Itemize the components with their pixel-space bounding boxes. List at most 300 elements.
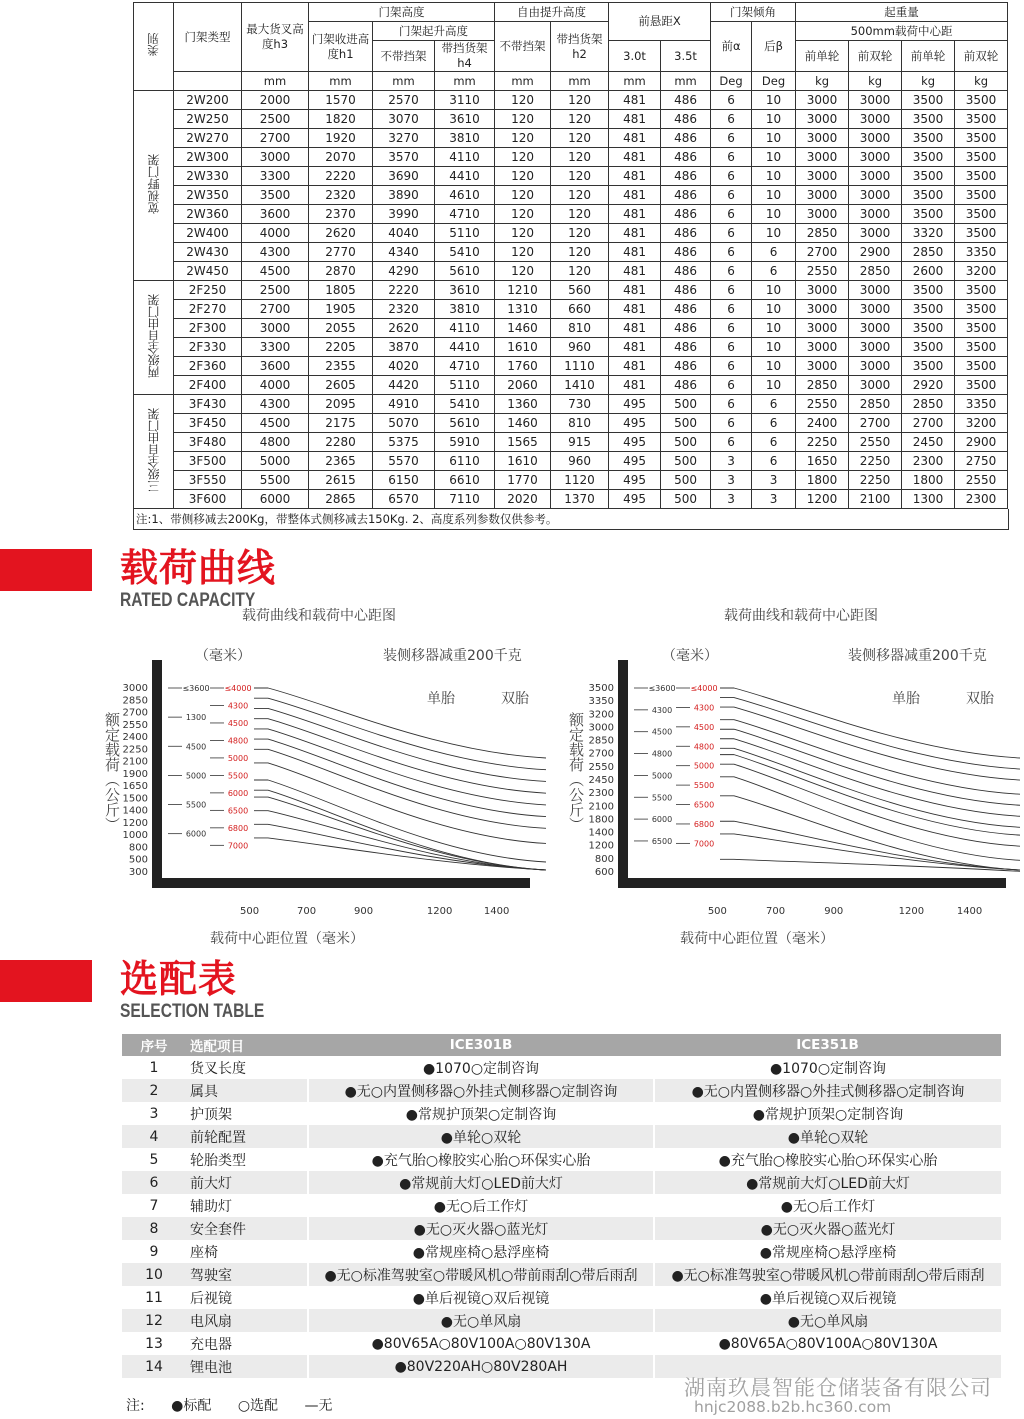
spec-cell: 3000 bbox=[796, 281, 849, 300]
header-overhang-35: 3.5t bbox=[661, 41, 711, 72]
spec-cell: 120 bbox=[495, 167, 551, 186]
spec-cell: 7110 bbox=[435, 490, 495, 509]
spec-cell: 3990 bbox=[373, 205, 435, 224]
y-tick-label: 2550 bbox=[122, 719, 148, 731]
unit-cell: Deg bbox=[752, 72, 796, 91]
category-label: 两级全自由门架 bbox=[146, 294, 161, 378]
x-tick-label: 500 bbox=[240, 906, 260, 917]
mast-spec-table bbox=[133, 2, 1008, 509]
header-cap-single-35: 前单轮 bbox=[902, 41, 955, 72]
spec-cell: 3000 bbox=[849, 129, 902, 148]
height-label-black: 4800 bbox=[651, 749, 673, 759]
spec-cell: 495 bbox=[609, 414, 661, 433]
height-label-black: 4500 bbox=[651, 727, 673, 737]
spec-cell: 3000 bbox=[796, 148, 849, 167]
spec-row bbox=[134, 281, 1008, 300]
sel-item: 安全套件 bbox=[186, 1217, 308, 1240]
spec-cell: 3000 bbox=[849, 319, 902, 338]
spec-cell: 481 bbox=[609, 186, 661, 205]
spec-cell: 500 bbox=[661, 414, 711, 433]
sel-item: 电风扇 bbox=[186, 1309, 308, 1332]
spec-cell: 3500 bbox=[955, 110, 1008, 129]
selection-row bbox=[122, 1309, 1001, 1332]
sel-number: 3 bbox=[149, 1105, 159, 1122]
chart-xlabel: 载荷中心距位置（毫米） bbox=[680, 931, 834, 947]
spec-cell: 120 bbox=[495, 129, 551, 148]
spec-cell: 3500 bbox=[955, 167, 1008, 186]
spec-cell: 4300 bbox=[242, 395, 309, 414]
header-no-backrest: 不带挡架 bbox=[373, 41, 435, 72]
spec-cell: 3000 bbox=[849, 338, 902, 357]
load-curve bbox=[254, 824, 546, 870]
spec-cell: 4110 bbox=[435, 319, 495, 338]
sel-model-a-options: ●充气胎○橡胶实心胎○环保实心胎 bbox=[308, 1148, 654, 1171]
unit-cell: mm bbox=[435, 72, 495, 91]
header-capacity: 起重量 bbox=[796, 3, 1008, 22]
spec-cell: 3610 bbox=[435, 110, 495, 129]
height-label-red: 6800 bbox=[227, 823, 249, 833]
spec-cell: 2550 bbox=[849, 433, 902, 452]
spec-cell: 3500 bbox=[902, 338, 955, 357]
spec-cell: 6 bbox=[752, 433, 796, 452]
spec-cell: 500 bbox=[661, 452, 711, 471]
height-label-black: 6500 bbox=[651, 836, 673, 846]
capacity-subtitle: RATED CAPACITY bbox=[120, 590, 256, 611]
spec-cell: 3350 bbox=[955, 243, 1008, 262]
spec-cell: 1800 bbox=[796, 471, 849, 490]
spec-cell: 6 bbox=[711, 338, 752, 357]
spec-cell: 2500 bbox=[242, 281, 309, 300]
spec-cell: 3000 bbox=[849, 186, 902, 205]
spec-cell: 10 bbox=[752, 167, 796, 186]
spec-cell: 10 bbox=[752, 357, 796, 376]
spec-cell: 3610 bbox=[435, 281, 495, 300]
height-label-red: 4500 bbox=[227, 718, 249, 728]
spec-cell: 2400 bbox=[796, 414, 849, 433]
x-tick-label: 700 bbox=[766, 906, 786, 917]
spec-cell: 2355 bbox=[309, 357, 373, 376]
spec-cell: 500 bbox=[661, 433, 711, 452]
spec-cell: 3300 bbox=[242, 167, 309, 186]
spec-row bbox=[134, 300, 1008, 319]
header-tilt: 门架倾角 bbox=[711, 3, 796, 22]
height-label-black: 5000 bbox=[651, 771, 673, 781]
sel-item: 前大灯 bbox=[186, 1171, 308, 1194]
mast-type-cell: 2W400 bbox=[174, 224, 242, 243]
spec-cell: 810 bbox=[551, 319, 609, 338]
spec-cell: 481 bbox=[609, 281, 661, 300]
spec-row bbox=[134, 167, 1008, 186]
spec-cell: 3500 bbox=[902, 148, 955, 167]
spec-cell: 2175 bbox=[309, 414, 373, 433]
spec-cell: 3890 bbox=[373, 186, 435, 205]
load-curve bbox=[254, 708, 546, 781]
height-label-red: 6500 bbox=[227, 806, 249, 816]
sel-model-b-options: ●无○单风扇 bbox=[654, 1309, 1001, 1332]
selection-row bbox=[122, 1263, 1001, 1286]
spec-cell: 3000 bbox=[796, 300, 849, 319]
mast-type-cell: 2F300 bbox=[174, 319, 242, 338]
y-tick-label: 1900 bbox=[122, 768, 148, 780]
spec-cell: 481 bbox=[609, 148, 661, 167]
spec-cell: 120 bbox=[551, 167, 609, 186]
spec-cell: 3320 bbox=[902, 224, 955, 243]
spec-cell: 3500 bbox=[902, 110, 955, 129]
spec-cell: 3000 bbox=[796, 186, 849, 205]
spec-cell: 3 bbox=[711, 452, 752, 471]
spec-cell: 3000 bbox=[849, 376, 902, 395]
sel-item: 护顶架 bbox=[190, 1106, 232, 1123]
spec-cell: 4110 bbox=[435, 148, 495, 167]
spec-cell: 730 bbox=[551, 395, 609, 414]
spec-cell: 4000 bbox=[242, 376, 309, 395]
height-label-red: ≤4000 bbox=[690, 684, 718, 693]
legend-prefix: 注: bbox=[126, 1398, 145, 1414]
spec-cell: 2865 bbox=[309, 490, 373, 509]
sel-model-a-options: ●无○后工作灯 bbox=[308, 1194, 654, 1217]
header-cap-double-30: 前双轮 bbox=[849, 41, 902, 72]
spec-cell: 5410 bbox=[435, 395, 495, 414]
category-label: 三级全自由门架 bbox=[146, 408, 161, 492]
y-tick-label: 2100 bbox=[122, 756, 148, 768]
spec-cell: 495 bbox=[609, 452, 661, 471]
spec-cell: 4000 bbox=[242, 224, 309, 243]
spec-cell: 3500 bbox=[902, 205, 955, 224]
spec-cell: 1770 bbox=[495, 471, 551, 490]
spec-cell: 5410 bbox=[435, 243, 495, 262]
watermark-company: 湖南玖晨智能仓储装备有限公司 bbox=[684, 1376, 992, 1400]
spec-cell: 3500 bbox=[955, 129, 1008, 148]
selection-row bbox=[122, 1125, 1001, 1148]
spec-cell: 10 bbox=[752, 91, 796, 110]
spec-cell: 10 bbox=[752, 186, 796, 205]
y-tick-label: 600 bbox=[594, 867, 614, 878]
selection-table bbox=[122, 1034, 1001, 1378]
load-curve bbox=[720, 755, 1020, 836]
x-tick-label: 1400 bbox=[483, 906, 510, 917]
mast-type-cell: 2W450 bbox=[174, 262, 242, 281]
spec-cell: 4290 bbox=[373, 262, 435, 281]
spec-cell: 1650 bbox=[796, 452, 849, 471]
spec-cell: 3000 bbox=[796, 205, 849, 224]
mast-type-cell: 3F600 bbox=[174, 490, 242, 509]
load-curve bbox=[720, 796, 1020, 870]
load-chart-right bbox=[566, 600, 1024, 950]
spec-cell: 6 bbox=[711, 414, 752, 433]
spec-cell: 3300 bbox=[242, 338, 309, 357]
spec-cell: 486 bbox=[661, 357, 711, 376]
spec-cell: 2850 bbox=[849, 395, 902, 414]
spec-cell: 486 bbox=[661, 243, 711, 262]
unit-cell: mm bbox=[373, 72, 435, 91]
spec-cell: 2220 bbox=[309, 167, 373, 186]
spec-cell: 3500 bbox=[955, 338, 1008, 357]
sel-number: 14 bbox=[122, 1355, 186, 1378]
sel-number: 6 bbox=[122, 1171, 186, 1194]
spec-cell: 3000 bbox=[849, 357, 902, 376]
y-tick-label: 1500 bbox=[122, 793, 148, 805]
spec-cell: 3000 bbox=[849, 167, 902, 186]
y-tick-label: 2400 bbox=[122, 732, 148, 744]
mast-type-cell: 3F450 bbox=[174, 414, 242, 433]
spec-cell: 2280 bbox=[309, 433, 373, 452]
spec-cell: 6 bbox=[711, 205, 752, 224]
selection-row bbox=[122, 1240, 1001, 1263]
spec-cell: 1760 bbox=[495, 357, 551, 376]
spec-cell: 1905 bbox=[309, 300, 373, 319]
spec-cell: 960 bbox=[551, 338, 609, 357]
sel-model-b-options: ●1070○定制咨询 bbox=[654, 1056, 1001, 1079]
spec-cell: 3000 bbox=[849, 224, 902, 243]
unit-cell: mm bbox=[609, 72, 661, 91]
spec-row bbox=[134, 186, 1008, 205]
y-tick-label: 3500 bbox=[588, 683, 614, 694]
sel-model-a-options: ●常规前大灯○LED前大灯 bbox=[308, 1171, 654, 1194]
spec-cell: 2700 bbox=[902, 414, 955, 433]
sel-model-a-options: ●常规座椅○悬浮座椅 bbox=[308, 1240, 654, 1263]
spec-cell: 3500 bbox=[955, 224, 1008, 243]
spec-cell: 5610 bbox=[435, 262, 495, 281]
spec-cell: 5375 bbox=[373, 433, 435, 452]
legend-none: —无 bbox=[304, 1398, 333, 1414]
y-tick-label: 2300 bbox=[588, 788, 614, 800]
sel-number: 5 bbox=[149, 1151, 159, 1168]
spec-cell: 1210 bbox=[495, 281, 551, 300]
spec-cell: 481 bbox=[609, 129, 661, 148]
sel-model-b-options: ●常规护顶架○定制咨询 bbox=[654, 1102, 1001, 1125]
spec-cell: 3500 bbox=[242, 186, 309, 205]
spec-cell: 3 bbox=[752, 490, 796, 509]
spec-cell: 3270 bbox=[373, 129, 435, 148]
spec-cell: 6 bbox=[711, 395, 752, 414]
spec-cell: 4610 bbox=[435, 186, 495, 205]
spec-cell: 5110 bbox=[435, 224, 495, 243]
header-free-with-backrest: 带挡货架h2 bbox=[551, 22, 609, 72]
spec-cell: 5000 bbox=[242, 452, 309, 471]
selection-legend bbox=[126, 1395, 355, 1415]
spec-cell: 2570 bbox=[373, 91, 435, 110]
spec-cell: 486 bbox=[661, 167, 711, 186]
y-tick-label: 800 bbox=[594, 853, 614, 865]
spec-cell: 2700 bbox=[849, 414, 902, 433]
spec-cell: 3500 bbox=[955, 91, 1008, 110]
spec-cell: 10 bbox=[752, 129, 796, 148]
spec-cell: 4710 bbox=[435, 205, 495, 224]
spec-cell: 3000 bbox=[796, 110, 849, 129]
spec-cell: 3500 bbox=[955, 376, 1008, 395]
spec-cell: 560 bbox=[551, 281, 609, 300]
sel-item: 后视镜 bbox=[190, 1290, 232, 1307]
load-chart-svg bbox=[566, 600, 1024, 950]
spec-cell: 10 bbox=[752, 300, 796, 319]
spec-cell: 6 bbox=[752, 414, 796, 433]
spec-table-section bbox=[133, 2, 1007, 530]
y-tick-label: 2700 bbox=[122, 707, 148, 719]
spec-cell: 481 bbox=[609, 167, 661, 186]
spec-cell: 4040 bbox=[373, 224, 435, 243]
spec-cell: 6 bbox=[711, 224, 752, 243]
selection-row bbox=[122, 1079, 1001, 1102]
spec-row bbox=[134, 205, 1008, 224]
spec-cell: 3500 bbox=[902, 300, 955, 319]
y-tick-label: 2850 bbox=[588, 735, 614, 747]
spec-cell: 1920 bbox=[309, 129, 373, 148]
unit-cell: mm bbox=[309, 72, 373, 91]
spec-cell: 1110 bbox=[551, 357, 609, 376]
spec-cell: 120 bbox=[495, 110, 551, 129]
spec-cell: 3000 bbox=[796, 319, 849, 338]
sel-item: 充电器 bbox=[190, 1336, 232, 1353]
spec-cell: 1120 bbox=[551, 471, 609, 490]
spec-cell: 6 bbox=[711, 186, 752, 205]
unit-cell: kg bbox=[955, 72, 1008, 91]
mast-type-cell: 2F250 bbox=[174, 281, 242, 300]
spec-cell: 486 bbox=[661, 319, 711, 338]
spec-cell: 6000 bbox=[242, 490, 309, 509]
sel-header-no: 序号 bbox=[122, 1034, 186, 1056]
spec-cell: 1370 bbox=[551, 490, 609, 509]
sel-model-b-options: ●充气胎○橡胶实心胎○环保实心胎 bbox=[654, 1148, 1001, 1171]
height-label-red: 7000 bbox=[693, 839, 715, 849]
spec-cell: 486 bbox=[661, 262, 711, 281]
sel-model-a-options: ●1070○定制咨询 bbox=[308, 1056, 654, 1079]
spec-cell: 3500 bbox=[955, 186, 1008, 205]
spec-cell: 2320 bbox=[309, 186, 373, 205]
load-curve bbox=[720, 821, 1020, 870]
spec-cell: 2370 bbox=[309, 205, 373, 224]
spec-cell: 6 bbox=[711, 129, 752, 148]
spec-cell: 120 bbox=[495, 262, 551, 281]
spec-cell: 120 bbox=[551, 205, 609, 224]
capacity-title: 载荷曲线 bbox=[120, 546, 277, 590]
sel-model-b-options: ●单后视镜○双后视镜 bbox=[654, 1286, 1001, 1309]
spec-cell: 2000 bbox=[242, 91, 309, 110]
mast-type-cell: 2F400 bbox=[174, 376, 242, 395]
mast-type-cell: 3F550 bbox=[174, 471, 242, 490]
y-tick-label: 800 bbox=[128, 842, 148, 854]
spec-cell: 810 bbox=[551, 414, 609, 433]
spec-cell: 10 bbox=[752, 338, 796, 357]
spec-cell: 2850 bbox=[796, 376, 849, 395]
header-overhang-30: 3.0t bbox=[609, 41, 661, 72]
spec-cell: 486 bbox=[661, 129, 711, 148]
load-curve bbox=[254, 811, 546, 870]
spec-cell: 6 bbox=[752, 262, 796, 281]
spec-cell: 2700 bbox=[242, 300, 309, 319]
sel-model-a-options: ●单轮○双轮 bbox=[308, 1125, 654, 1148]
y-tick-label: 1200 bbox=[588, 840, 614, 852]
height-label-black: ≤3600 bbox=[182, 684, 210, 693]
sel-model-a-options: ●80V220AH○80V280AH bbox=[308, 1355, 654, 1378]
chart-note: 装侧移器减重200千克 bbox=[848, 648, 987, 664]
mast-type-cell: 3F500 bbox=[174, 452, 242, 471]
spec-cell: 2300 bbox=[955, 490, 1008, 509]
spec-cell: 481 bbox=[609, 300, 661, 319]
spec-cell: 2770 bbox=[309, 243, 373, 262]
spec-cell: 481 bbox=[609, 376, 661, 395]
spec-cell: 3350 bbox=[955, 395, 1008, 414]
sel-model-a-options: ●无○灭火器○蓝光灯 bbox=[308, 1217, 654, 1240]
x-tick-label: 1200 bbox=[898, 906, 925, 917]
sel-number: 7 bbox=[149, 1197, 159, 1214]
spec-cell: 1610 bbox=[495, 338, 551, 357]
spec-cell: 486 bbox=[661, 224, 711, 243]
spec-cell: 1360 bbox=[495, 395, 551, 414]
spec-cell: 4410 bbox=[435, 338, 495, 357]
spec-cell: 3570 bbox=[373, 148, 435, 167]
height-label-black: 5500 bbox=[651, 793, 673, 803]
spec-cell: 486 bbox=[661, 281, 711, 300]
spec-table-body bbox=[134, 91, 1008, 509]
category-label: 宽视野门架 bbox=[146, 154, 161, 214]
spec-row bbox=[134, 414, 1008, 433]
mast-type-cell: 3F480 bbox=[174, 433, 242, 452]
spec-cell: 1570 bbox=[309, 91, 373, 110]
spec-cell: 3600 bbox=[242, 205, 309, 224]
header-cap-single-30: 前单轮 bbox=[796, 41, 849, 72]
sel-item: 辅助灯 bbox=[190, 1198, 232, 1215]
spec-cell: 6150 bbox=[373, 471, 435, 490]
spec-cell: 3500 bbox=[955, 205, 1008, 224]
load-curve bbox=[720, 720, 1020, 795]
spec-cell: 3870 bbox=[373, 338, 435, 357]
spec-cell: 3500 bbox=[902, 129, 955, 148]
spec-cell: 486 bbox=[661, 186, 711, 205]
spec-cell: 2920 bbox=[902, 376, 955, 395]
x-tick-label: 700 bbox=[297, 906, 317, 917]
spec-row bbox=[134, 452, 1008, 471]
spec-cell: 2850 bbox=[902, 243, 955, 262]
header-mast-height: 门架高度 bbox=[309, 3, 495, 22]
spec-cell: 3000 bbox=[796, 167, 849, 186]
mast-type-cell: 3F430 bbox=[174, 395, 242, 414]
spec-row bbox=[134, 91, 1008, 110]
spec-cell: 3000 bbox=[242, 319, 309, 338]
sel-number: 12 bbox=[122, 1309, 186, 1332]
spec-cell: 120 bbox=[551, 224, 609, 243]
spec-cell: 4300 bbox=[242, 243, 309, 262]
mast-type-cell: 2W360 bbox=[174, 205, 242, 224]
spec-cell: 6 bbox=[752, 243, 796, 262]
y-tick-label: 3200 bbox=[588, 709, 614, 721]
spec-row bbox=[134, 129, 1008, 148]
selection-row bbox=[122, 1171, 1001, 1194]
spec-cell: 3500 bbox=[955, 281, 1008, 300]
sel-item: 属具 bbox=[186, 1079, 308, 1102]
spec-cell: 481 bbox=[609, 110, 661, 129]
sel-model-a-options: ●无○标准驾驶室○带暖风机○带前雨刮○带后雨刮 bbox=[308, 1263, 654, 1286]
spec-cell: 6 bbox=[711, 357, 752, 376]
header-retracted-height: 门架收进高度h1 bbox=[309, 22, 373, 72]
sel-header-item: 选配项目 bbox=[186, 1034, 308, 1056]
single-tire-label: 单胎 bbox=[892, 691, 920, 707]
spec-cell: 2450 bbox=[902, 433, 955, 452]
spec-cell: 3000 bbox=[849, 300, 902, 319]
unit-cell: Deg bbox=[711, 72, 752, 91]
spec-cell: 1565 bbox=[495, 433, 551, 452]
height-label-red: 4800 bbox=[693, 742, 715, 752]
spec-cell: 3 bbox=[711, 471, 752, 490]
sel-model-a-options: ●80V65A○80V100A○80V130A bbox=[308, 1332, 654, 1355]
height-label-black: 5500 bbox=[185, 800, 207, 810]
spec-cell: 3000 bbox=[849, 148, 902, 167]
y-tick-label: 3350 bbox=[588, 696, 614, 708]
sel-number: 8 bbox=[122, 1217, 186, 1240]
spec-cell: 120 bbox=[495, 148, 551, 167]
height-label-red: 6500 bbox=[693, 800, 715, 810]
y-tick-label: 1400 bbox=[122, 805, 148, 817]
spec-cell: 3000 bbox=[796, 91, 849, 110]
